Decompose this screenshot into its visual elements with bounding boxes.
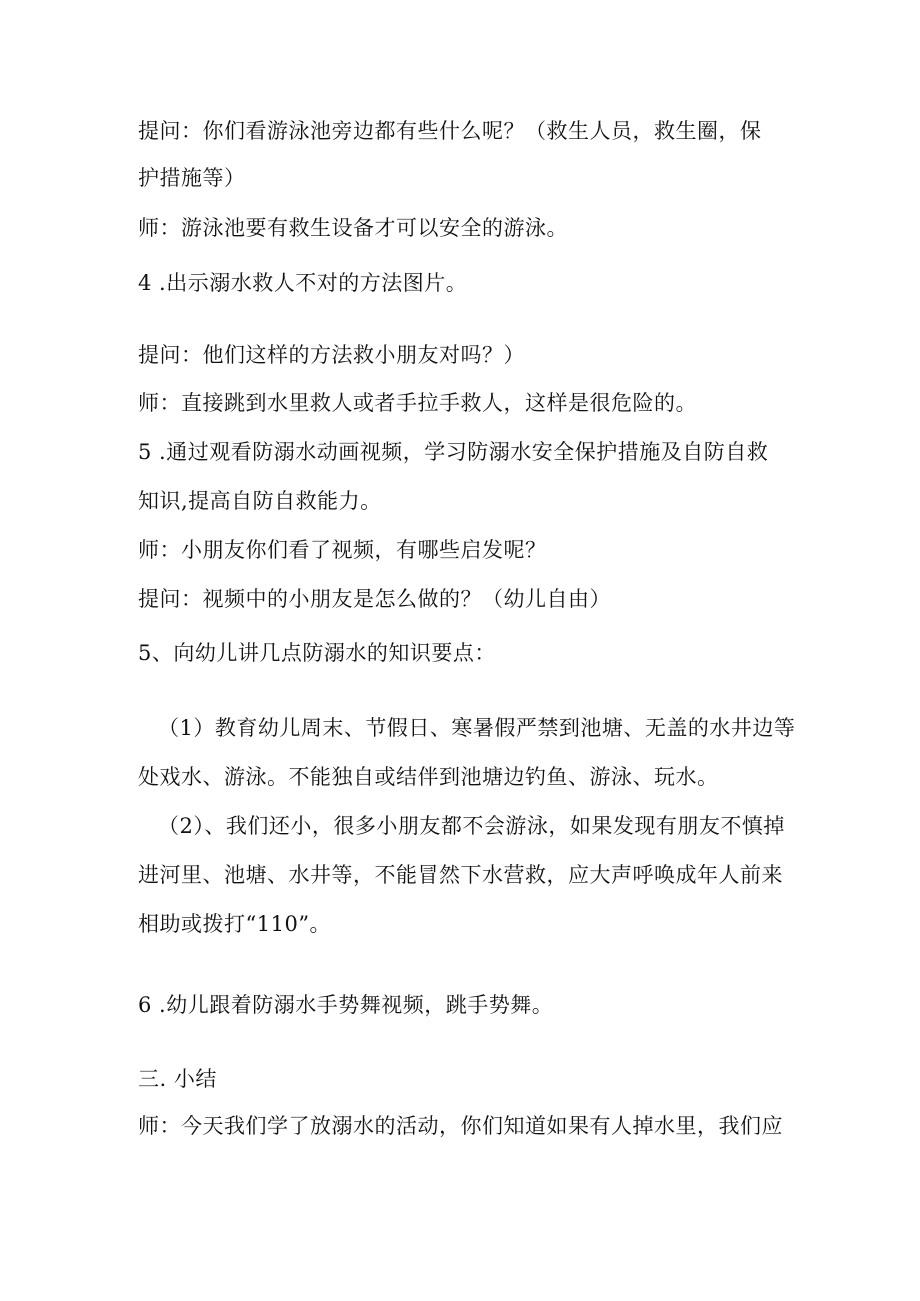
list-item: （2）、我们还小，很多小朋友都不会游泳，如果发现有朋友不慎掉 bbox=[158, 814, 785, 838]
paragraph-line: 相助或拨打“110”。 bbox=[138, 912, 332, 936]
paragraph-line: 师：小朋友你们看了视频，有哪些启发呢？ bbox=[138, 538, 547, 562]
paragraph-line: 护措施等） bbox=[138, 166, 246, 190]
paragraph-line: 师：游泳池要有救生设备才可以安全的游泳。 bbox=[138, 216, 568, 240]
section-heading: 三. 小结 bbox=[138, 1067, 217, 1091]
list-item: 6 .幼儿跟着防溺水手势舞视频，跳手势舞。 bbox=[138, 993, 554, 1017]
section-heading: 5、向幼儿讲几点防溺水的知识要点： bbox=[138, 641, 496, 665]
paragraph-line: 提问：你们看游泳池旁边都有些什么呢？（救生人员，救生圈，保 bbox=[138, 119, 762, 143]
list-item: （1）教育幼儿周末、节假日、寒暑假严禁到池塘、无盖的水井边等 bbox=[158, 716, 796, 740]
paragraph-line: 师：今天我们学了放溺水的活动，你们知道如果有人掉水里，我们应 bbox=[138, 1114, 783, 1138]
paragraph-line: 知识,提高自防自救能力。 bbox=[138, 489, 382, 513]
list-item: 5 .通过观看防溺水动画视频，学习防溺水安全保护措施及自防自救 bbox=[138, 440, 769, 464]
paragraph-line: 师：直接跳到水里救人或者手拉手救人，这样是很危险的。 bbox=[138, 391, 697, 415]
paragraph-line: 提问：视频中的小朋友是怎么做的？（幼儿自由） bbox=[138, 587, 611, 611]
paragraph-line: 提问：他们这样的方法救小朋友对吗？） bbox=[138, 343, 525, 367]
paragraph-line: 处戏水、游泳。不能独自或结伴到池塘边钓鱼、游泳、玩水。 bbox=[138, 765, 719, 789]
list-item: 4 .出示溺水救人不对的方法图片。 bbox=[138, 271, 468, 295]
paragraph-line: 进河里、池塘、水井等，不能冒然下水营救，应大声呼唤成年人前来 bbox=[138, 863, 783, 887]
